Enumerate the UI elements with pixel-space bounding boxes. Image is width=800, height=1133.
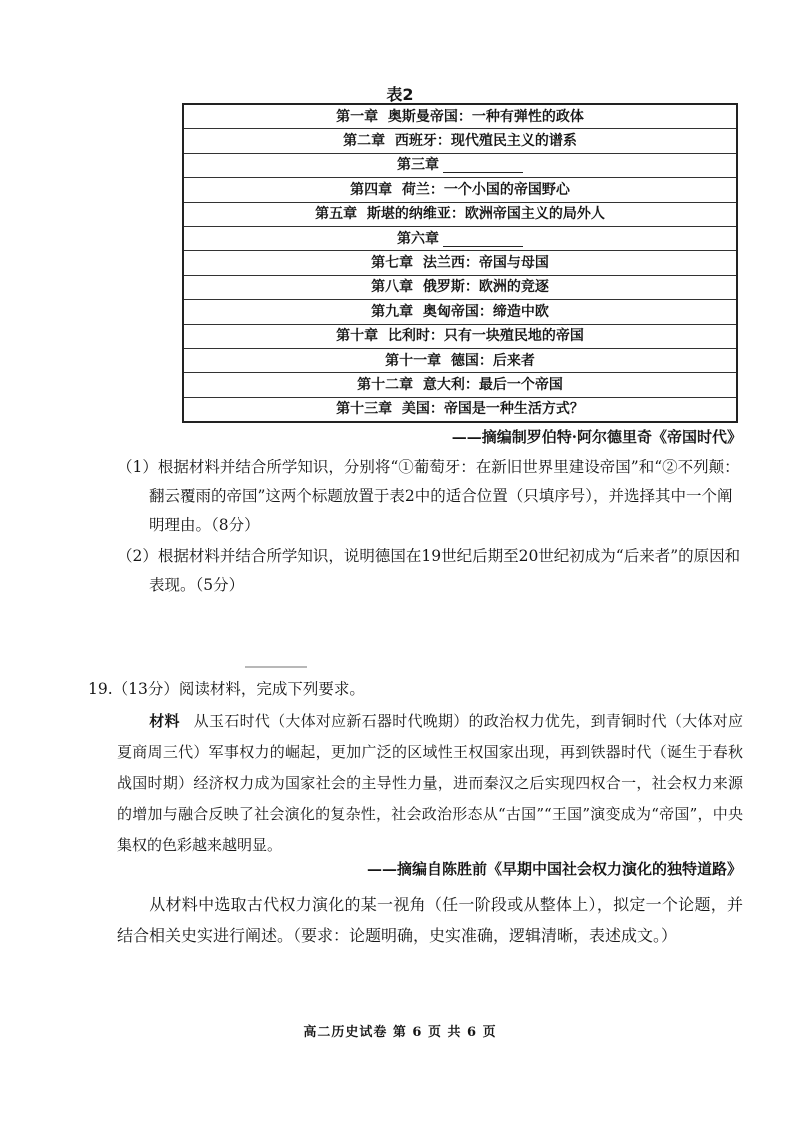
fill-in-blank[interactable] [443, 231, 523, 247]
chapter-number: 第五章 [315, 206, 358, 223]
chapter-number: 第十章 [336, 328, 379, 345]
chapter-number: 第十一章 [385, 352, 442, 369]
chapter-number: 第九章 [371, 303, 414, 320]
page-footer: 高二历史试卷 第 6 页 共 6 页 [303, 1025, 497, 1040]
table-row [183, 178, 737, 202]
question-1-text: （1）根据材料并结合所学知识，分别将“①葡萄牙：在新旧世界里建设帝国”和“②不列颠：翻云覆雨的帝国”这两个标题放置于表2中的适合位置（只填序号），并选择其中一个阐明理由。（8分） [117, 458, 740, 534]
table-cell [183, 251, 737, 275]
table-caption: 表2 [386, 85, 414, 104]
table-cell [183, 397, 737, 422]
chapter-number: 第十三章 [336, 401, 393, 418]
chapter-title: 斯堪的纳维亚：欧洲帝国主义的局外人 [366, 206, 605, 223]
material-label: 材料 [149, 712, 180, 730]
chapter-title: 俄罗斯：欧洲的竞逐 [422, 279, 549, 296]
material-paragraph [117, 706, 743, 861]
table-cell [183, 202, 737, 226]
table-cell [183, 324, 737, 348]
table-source: ——摘编制罗伯特·阿尔德里奇《帝国时代》 [451, 428, 742, 446]
table-row [183, 251, 737, 275]
chapter-number: 第三章 [397, 157, 439, 174]
question-1 [117, 453, 743, 540]
chapter-table-body [183, 104, 737, 422]
material-text: 从玉石时代（大体对应新石器时代晚期）的政治权力优先，到青铜时代（大体对应夏商周三代）军事权力的崛起，更加广泛的区域性王权国家出现，再到铁器时代（诞生于春秋战国时期）经济权力成为国家社会的主导性力量，进而秦汉之后实现四权合一，社会权力来源的增加与融合反映了社会演化的复杂性，社会政治形态从“古国”“王国”演变成为“帝国”，中央集权的色彩越来越明显。 [117, 712, 743, 854]
table-row [183, 348, 737, 372]
chapter-title: 意大利：最后一个帝国 [422, 376, 563, 393]
chapter-title: 比利时：只有一块殖民地的帝国 [387, 328, 584, 345]
chapter-title: 奥斯曼帝国：一种有弹性的政体 [387, 108, 584, 125]
table-row [183, 324, 737, 348]
chapter-number: 第八章 [371, 279, 414, 296]
table-cell [183, 275, 737, 299]
table-cell [183, 373, 737, 397]
chapter-table [182, 103, 738, 423]
material-source: ——摘编自陈胜前《早期中国社会权力演化的独特道路》 [366, 860, 742, 878]
question-19-heading: 19.（13分）阅读材料，完成下列要求。 [88, 680, 365, 698]
stray-pencil-mark [245, 666, 307, 668]
chapter-number: 第十二章 [357, 376, 414, 393]
chapter-title: 德国：后来者 [450, 352, 535, 369]
chapter-number: 第七章 [371, 255, 414, 272]
table-cell [183, 153, 737, 177]
table-row [183, 104, 737, 129]
task-text: 从材料中选取古代权力演化的某一视角（任一阶段或从整体上），拟定一个论题，并结合相关史实进行阐述。（要求：论题明确，史实准确，逻辑清晰，表述成文。） [117, 895, 743, 945]
chapter-title: 法兰西：帝国与母国 [422, 255, 549, 272]
chapter-number: 第一章 [336, 108, 379, 125]
table-row [183, 153, 737, 177]
question-2-text: （2）根据材料并结合所学知识，说明德国在19世纪后期至20世纪初成为“后来者”的原因和表现。（5分） [117, 547, 741, 594]
table-row [183, 202, 737, 226]
table-cell [183, 178, 737, 202]
table-row [183, 373, 737, 397]
chapter-number: 第六章 [397, 230, 439, 247]
table-row [183, 300, 737, 324]
table-cell [183, 129, 737, 153]
chapter-title: 奥匈帝国：缔造中欧 [422, 303, 549, 320]
chapter-title: 荷兰：一个小国的帝国野心 [401, 181, 570, 198]
fill-in-blank[interactable] [443, 157, 523, 173]
table-cell [183, 348, 737, 372]
table-row [183, 397, 737, 422]
chapter-number: 第二章 [343, 133, 386, 150]
table-cell [183, 104, 737, 129]
chapter-title: 美国：帝国是一种生活方式？ [401, 401, 584, 418]
task-paragraph [117, 889, 743, 951]
question-2 [117, 542, 743, 600]
table-row [183, 226, 737, 250]
chapter-number: 第四章 [350, 181, 393, 198]
chapter-title: 西班牙：现代殖民主义的谱系 [394, 133, 577, 150]
table-row [183, 129, 737, 153]
table-cell [183, 300, 737, 324]
table-row [183, 275, 737, 299]
table-cell [183, 226, 737, 250]
